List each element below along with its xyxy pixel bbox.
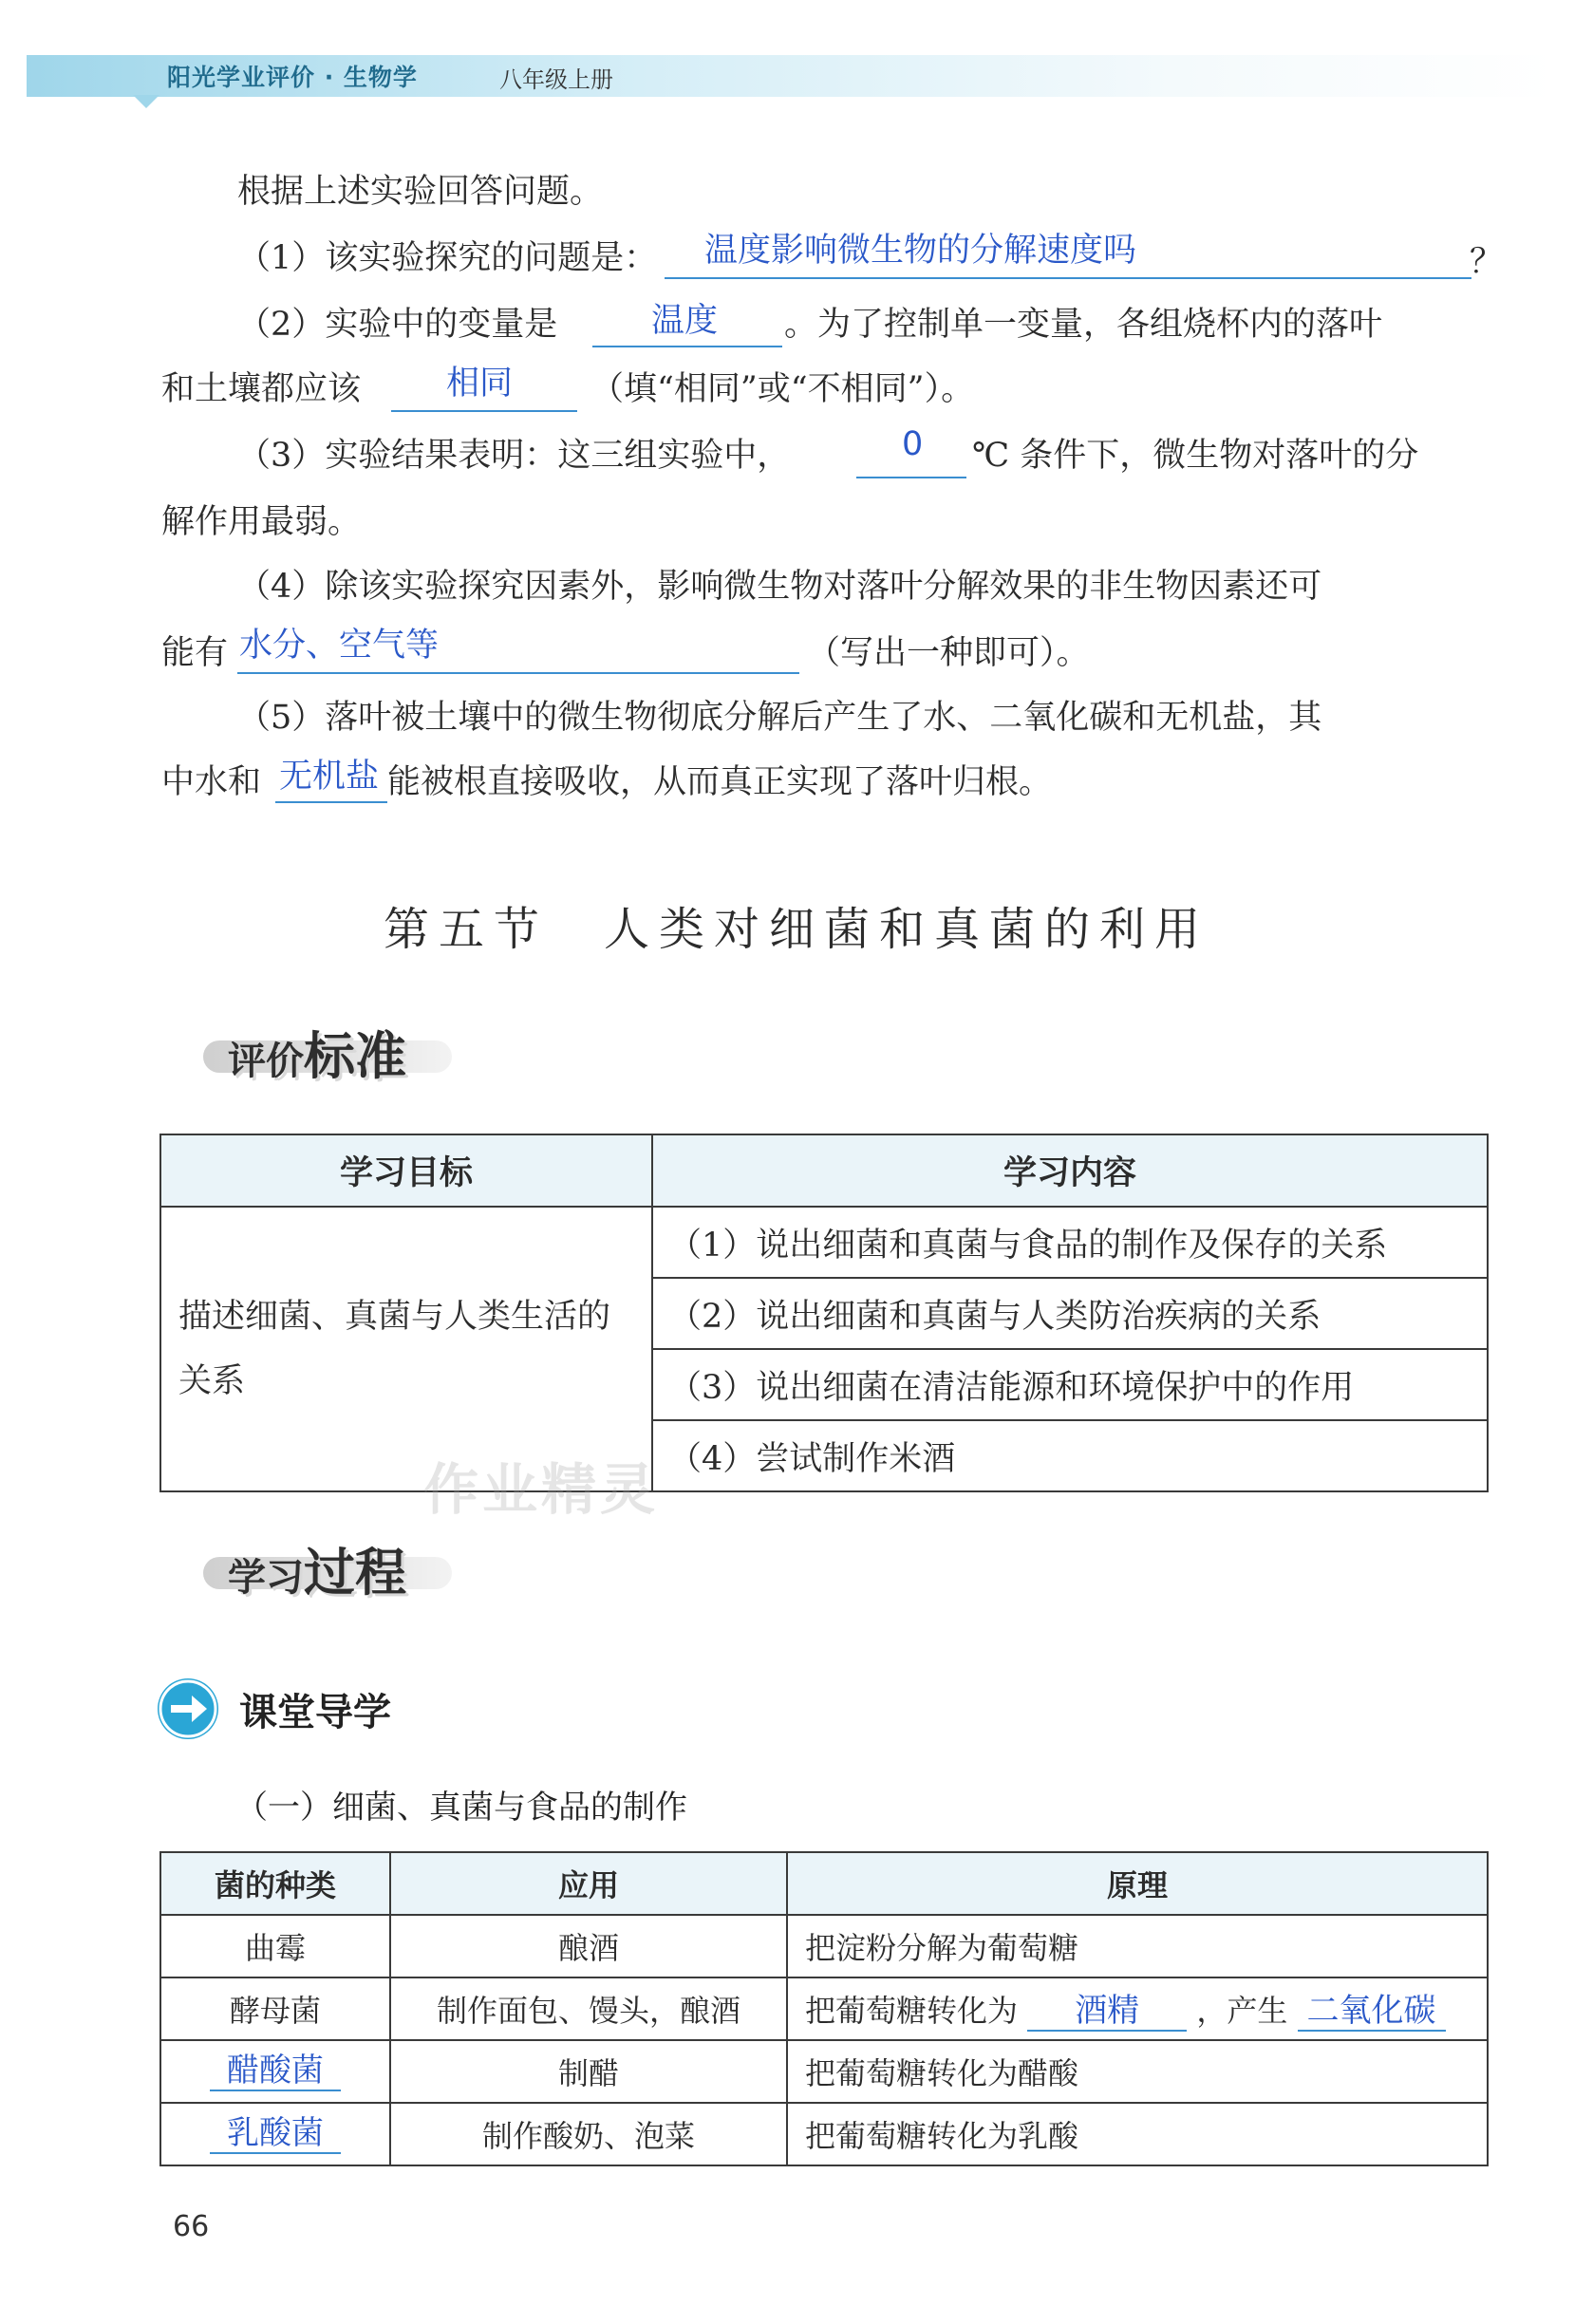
q1-prefix: （1）该实验探究的问题是： <box>237 239 658 277</box>
learning-process-badge <box>228 1532 406 1605</box>
q4-line1: （4）除该实验探究因素外，影响微生物对落叶分解效果的非生物因素还可 <box>237 568 1322 606</box>
principle-prefix: 把葡萄糖转化为 <box>805 1992 1019 2029</box>
q5-underline <box>275 801 387 803</box>
table-row <box>160 1977 1488 2040</box>
q3-line2: 解作用最弱。 <box>161 503 362 541</box>
standards-header-goal: 学习目标 <box>160 1134 652 1207</box>
food-production-table <box>159 1851 1489 2166</box>
q1-answer: 温度影响微生物的分解速度吗 <box>704 232 1137 270</box>
food-type-cell <box>160 2103 390 2165</box>
standards-item: （1）说出细菌和真菌与食品的制作及保存的关系 <box>652 1207 1488 1278</box>
principle-mid: ，产生 <box>1196 1992 1288 2029</box>
standards-header-content: 学习内容 <box>652 1134 1488 1207</box>
food-type-cell: 曲霉 <box>160 1915 390 1977</box>
q4-underline <box>237 672 799 674</box>
q2-answer-same: 相同 <box>446 365 514 403</box>
standards-table <box>159 1134 1489 1492</box>
q2-line2-suffix: （填“相同”或“不相同”）。 <box>590 370 975 408</box>
table-row <box>160 1207 1488 1278</box>
q1-underline <box>665 277 1471 279</box>
food-use-cell: 制作面包、馒头，酿酒 <box>390 1977 787 2040</box>
q5-line2-prefix: 中水和 <box>161 763 262 801</box>
q4-line2-suffix: （写出一种即可）。 <box>807 634 1090 672</box>
food-use-cell: 制作酸奶、泡菜 <box>390 2103 787 2165</box>
table-row <box>160 2040 1488 2103</box>
standards-item: （2）说出细菌和真菌与人类防治疾病的关系 <box>652 1278 1488 1349</box>
section-title: 第五节 人类对细菌和真菌的利用 <box>383 903 1209 956</box>
standards-item: （3）说出细菌在清洁能源和环境保护中的作用 <box>652 1349 1488 1420</box>
food-principle-cell: 把葡萄糖转化为乳酸 <box>787 2103 1488 2165</box>
eval-badge-part1: 评价 <box>228 1040 304 1083</box>
answer-co2: 二氧化碳 <box>1298 1992 1446 2032</box>
food-type-cell <box>160 2040 390 2103</box>
arrow-right-icon <box>158 1678 218 1739</box>
intro-text: 根据上述实验回答问题。 <box>237 173 604 211</box>
food-header-principle: 原理 <box>787 1852 1488 1915</box>
q5-line2-suffix: 能被根直接吸收，从而真正实现了落叶归根。 <box>387 763 1053 801</box>
q1-suffix: ？ <box>1470 243 1504 281</box>
process-badge-part2: 过程 <box>304 1543 406 1602</box>
food-header-row <box>160 1852 1488 1915</box>
food-principle-cell: 把淀粉分解为葡萄糖 <box>787 1915 1488 1977</box>
food-principle-cell <box>787 1977 1488 2040</box>
q4-answer: 水分、空气等 <box>239 627 440 665</box>
watermark: 作业精灵 <box>423 1457 660 1522</box>
q5-answer: 无机盐 <box>279 758 380 796</box>
standards-header-row <box>160 1134 1488 1207</box>
q3-suffix: ℃ 条件下，微生物对落叶的分 <box>972 437 1419 475</box>
standards-goal-cell: 描述细菌、真菌与人类生活的关系 <box>160 1207 652 1491</box>
eval-badge-part2: 标准 <box>304 1026 406 1086</box>
standards-item: （4）尝试制作米酒 <box>652 1420 1488 1491</box>
q3-answer: 0 <box>902 425 924 463</box>
q3-prefix: （3）实验结果表明：这三组实验中， <box>237 437 791 475</box>
food-principle-cell: 把葡萄糖转化为醋酸 <box>787 2040 1488 2103</box>
table-row <box>160 1915 1488 1977</box>
book-title: 阳光学业评价 · 生物学 <box>167 64 418 91</box>
eval-standard-badge <box>228 1016 406 1089</box>
sub-heading-food: （一）细菌、真菌与食品的制作 <box>235 1789 687 1827</box>
grade-label: 八年级上册 <box>499 66 613 93</box>
food-header-use: 应用 <box>390 1852 787 1915</box>
q4-line2-prefix: 能有 <box>161 634 229 672</box>
food-header-type: 菌的种类 <box>160 1852 390 1915</box>
answer-acetic-bacteria: 醋酸菌 <box>210 2052 341 2091</box>
header-tab-marker <box>133 95 159 108</box>
food-type-cell: 酵母菌 <box>160 1977 390 2040</box>
page-number: 66 <box>173 2210 210 2243</box>
q2-mid-text: 。为了控制单一变量，各组烧杯内的落叶 <box>784 306 1383 344</box>
classroom-guide-label: 课堂导学 <box>239 1691 391 1734</box>
q2-prefix: （2）实验中的变量是 <box>237 306 558 344</box>
answer-alcohol: 酒精 <box>1027 1992 1187 2032</box>
table-row <box>160 2103 1488 2165</box>
q2-underline-2 <box>391 410 577 412</box>
process-badge-part1: 学习 <box>228 1556 304 1600</box>
q2-line2-prefix: 和土壤都应该 <box>161 370 362 408</box>
answer-lactic-bacteria: 乳酸菌 <box>210 2114 341 2154</box>
food-use-cell: 酿酒 <box>390 1915 787 1977</box>
q2-answer-variable: 温度 <box>651 302 719 340</box>
food-use-cell: 制醋 <box>390 2040 787 2103</box>
q2-underline-1 <box>592 346 782 347</box>
q5-line1: （5）落叶被土壤中的微生物彻底分解后产生了水、二氧化碳和无机盐，其 <box>237 699 1322 737</box>
q3-underline <box>856 477 966 478</box>
